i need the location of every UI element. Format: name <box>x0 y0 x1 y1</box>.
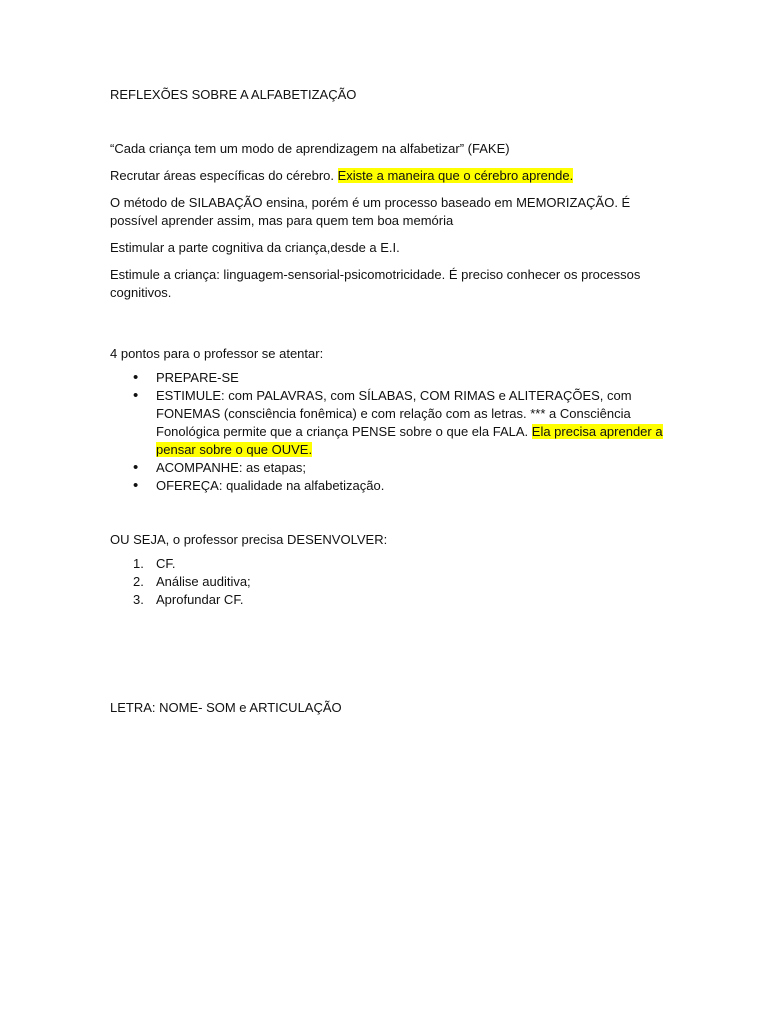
list-item: • OFEREÇA: qualidade na alfabetização. <box>156 477 670 495</box>
list-item <box>156 387 670 459</box>
recrutar-text: Recrutar áreas específicas do cérebro. <box>110 168 338 183</box>
estimule-paragraph: Estimule a criança: linguagem-sensorial-psicomotricidade. É preciso conhecer os processos cognitivos. <box>110 267 641 300</box>
recrutar-highlight: Existe a maneira que o cérebro aprende. <box>337 168 574 183</box>
list-item: CF. <box>156 556 176 571</box>
estimule-highlight: Ela precisa aprender a pensar sobre o que OUVE. <box>156 424 663 457</box>
summary-list <box>110 555 670 609</box>
estimular-paragraph: Estimular a parte cognitiva da criança,desde a E.I. <box>110 240 400 255</box>
letra-line: LETRA: NOME- SOM e ARTICULAÇÃO <box>110 700 342 715</box>
document-body <box>110 86 670 609</box>
quote-paragraph: “Cada criança tem um modo de aprendizagem na alfabetizar” (FAKE) <box>110 141 510 156</box>
list-item: • PREPARE-SE <box>156 369 670 387</box>
points-list <box>110 369 670 495</box>
document-title: REFLEXÕES SOBRE A ALFABETIZAÇÃO <box>110 87 357 102</box>
summary-intro: OU SEJA, o professor precisa DESENVOLVER: <box>110 532 388 547</box>
list-item: • ACOMPANHE: as etapas; <box>156 459 670 477</box>
metodo-paragraph: O método de SILABAÇÃO ensina, porém é um processo baseado em MEMORIZAÇÃO. É possível aprender assim, mas para quem tem boa memória <box>110 195 631 228</box>
list-item: Análise auditiva; <box>156 574 251 589</box>
spacer <box>110 311 670 345</box>
estimule-text: ESTIMULE: com PALAVRAS, com SÍLABAS, COM RIMAS e ALITERAÇÕES, com FONEMAS (consciência fonêmica) e com relação com as letras. *** a Consciência Fonológica permite que a criança PENSE sobre o que ela FALA. <box>156 388 632 439</box>
list-item: Aprofundar CF. <box>156 592 244 607</box>
points-intro: 4 pontos para o professor se atentar: <box>110 346 324 361</box>
recrutar-paragraph <box>110 167 670 185</box>
spacer <box>110 495 670 531</box>
